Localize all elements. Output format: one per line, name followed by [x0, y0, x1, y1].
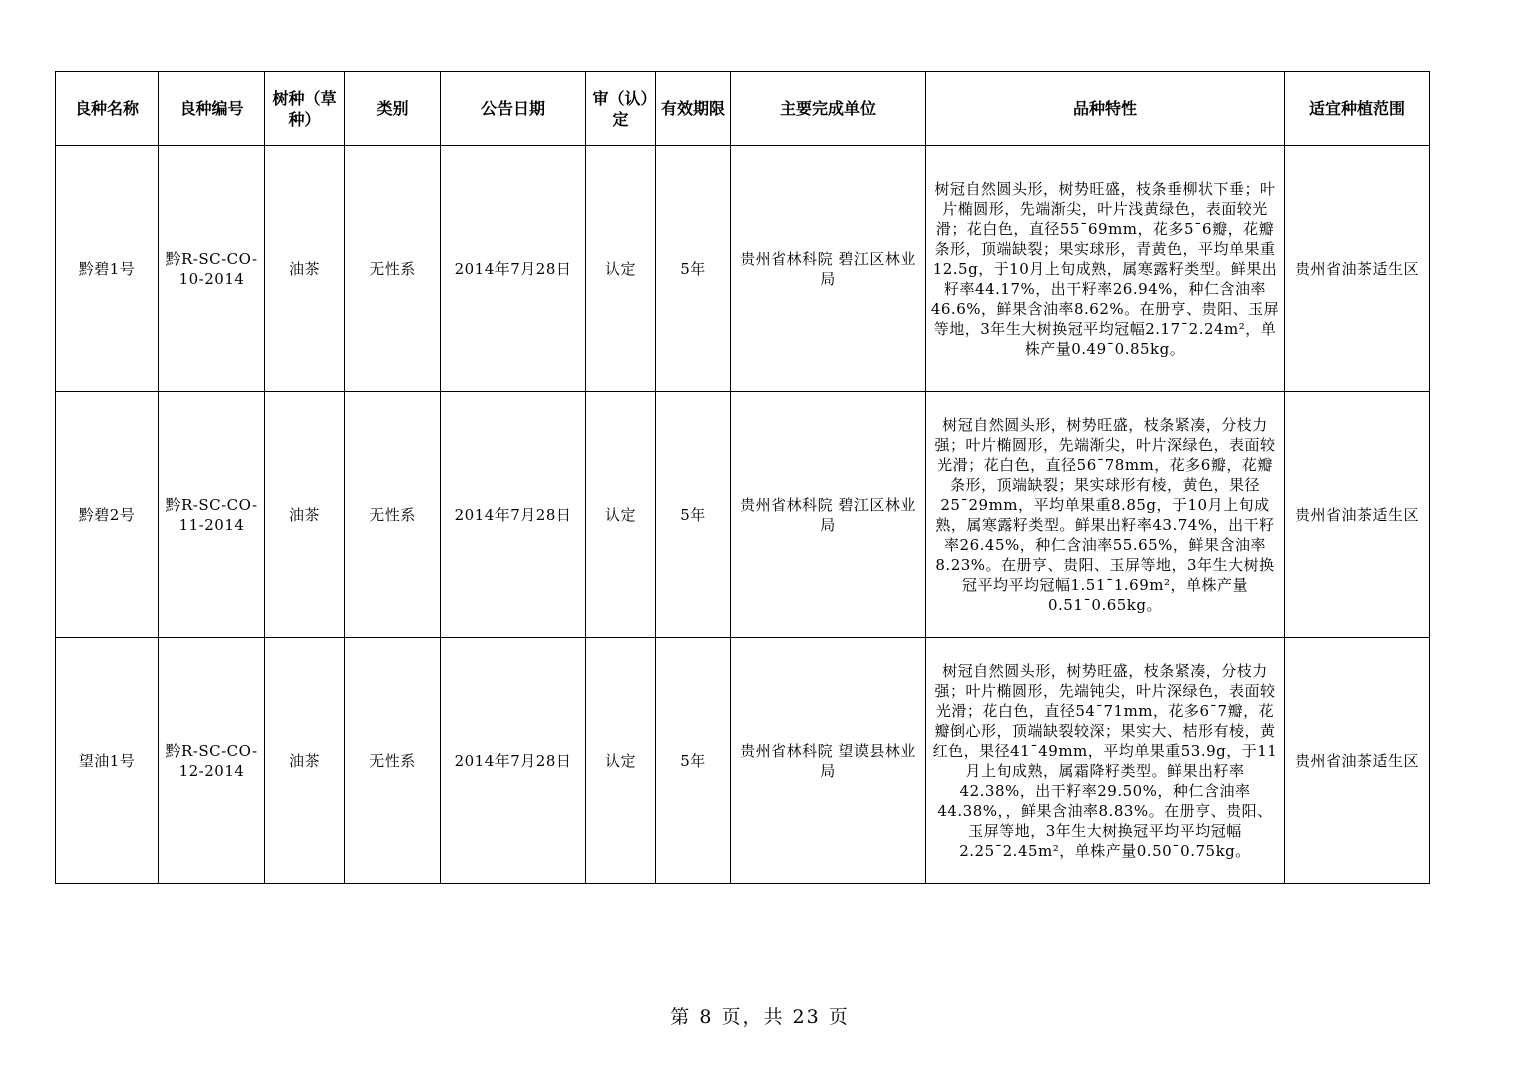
cell-validity: 5年 [656, 146, 731, 392]
cell-traits: 树冠自然圆头形，树势旺盛，枝条紧凑，分枝力强；叶片椭圆形，先端渐尖，叶片深绿色，表面较光滑；花白色，直径56¯78mm，花多6瓣，花瓣条形，顶端缺裂；果实球形有棱，黄色，果径25¯29mm，平均单果重8.85g，于10月上旬成熟，属寒露籽类型。鲜果出籽率43.74%，出干籽率26.45%，种仁含油率55.65%，鲜果含油率8.23%。在册亨、贵阳、玉屏等地，3年生大树换冠平均平均冠幅1.51¯1.69m²，单株产量0.51¯0.65kg。 [926, 392, 1285, 638]
cell-planting-range: 贵州省油茶适生区 [1285, 392, 1430, 638]
header-variety-name: 良种名称 [56, 72, 159, 146]
cell-tree-species: 油茶 [265, 638, 345, 884]
cell-main-unit: 贵州省林科院 望谟县林业局 [731, 638, 926, 884]
cell-variety-code: 黔R-SC-CO-10-2014 [159, 146, 265, 392]
cell-variety-name: 黔碧1号 [56, 146, 159, 392]
cell-main-unit: 贵州省林科院 碧江区林业局 [731, 146, 926, 392]
header-main-unit: 主要完成单位 [731, 72, 926, 146]
cell-category: 无性系 [345, 392, 441, 638]
cell-approval: 认定 [586, 392, 656, 638]
cell-announce-date: 2014年7月28日 [441, 146, 586, 392]
header-planting-range: 适宜种植范围 [1285, 72, 1430, 146]
header-traits: 品种特性 [926, 72, 1285, 146]
cell-variety-code: 黔R-SC-CO-11-2014 [159, 392, 265, 638]
header-announce-date: 公告日期 [441, 72, 586, 146]
cell-traits: 树冠自然圆头形，树势旺盛，枝条紧凑，分枝力强；叶片椭圆形，先端钝尖，叶片深绿色，表面较光滑；花白色，直径54¯71mm，花多6¯7瓣，花瓣倒心形，顶端缺裂较深；果实大、桔形有棱，黄红色，果径41¯49mm，平均单果重53.9g，于11月上旬成熟，属霜降籽类型。鲜果出籽率42.38%，出干籽率29.50%，种仁含油率44.38%，，鲜果含油率8.83%。在册亨、贵阳、玉屏等地，3年生大树换冠平均平均冠幅2.25¯2.45m²，单株产量0.50¯0.75kg。 [926, 638, 1285, 884]
page-number-footer: 第 8 页，共 23 页 [670, 1006, 850, 1028]
header-approval: 审（认）定 [586, 72, 656, 146]
table-row [56, 146, 1430, 392]
cell-main-unit: 贵州省林科院 碧江区林业局 [731, 392, 926, 638]
cell-category: 无性系 [345, 638, 441, 884]
cell-announce-date: 2014年7月28日 [441, 638, 586, 884]
cell-approval: 认定 [586, 146, 656, 392]
cell-validity: 5年 [656, 392, 731, 638]
cell-variety-code: 黔R-SC-CO-12-2014 [159, 638, 265, 884]
cell-traits: 树冠自然圆头形，树势旺盛，枝条垂柳状下垂；叶片椭圆形，先端渐尖，叶片浅黄绿色，表面较光滑；花白色，直径55¯69mm，花多5¯6瓣，花瓣条形，顶端缺裂；果实球形，青黄色，平均单果重12.5g，于10月上旬成熟，属寒露籽类型。鲜果出籽率44.17%，出干籽率26.94%，种仁含油率46.6%，鲜果含油率8.62%。在册亨、贵阳、玉屏等地，3年生大树换冠平均冠幅2.17¯2.24m²，单株产量0.49¯0.85kg。 [926, 146, 1285, 392]
table-row [56, 392, 1430, 638]
cell-variety-name: 望油1号 [56, 638, 159, 884]
cell-validity: 5年 [656, 638, 731, 884]
header-validity: 有效期限 [656, 72, 731, 146]
cell-tree-species: 油茶 [265, 146, 345, 392]
cell-variety-name: 黔碧2号 [56, 392, 159, 638]
header-row [56, 72, 1430, 146]
table-row [56, 638, 1430, 884]
cell-announce-date: 2014年7月28日 [441, 392, 586, 638]
cell-category: 无性系 [345, 146, 441, 392]
seed-variety-table [55, 71, 1430, 884]
header-tree-species: 树种（草种） [265, 72, 345, 146]
header-category: 类别 [345, 72, 441, 146]
cell-tree-species: 油茶 [265, 392, 345, 638]
cell-approval: 认定 [586, 638, 656, 884]
cell-planting-range: 贵州省油茶适生区 [1285, 146, 1430, 392]
cell-planting-range: 贵州省油茶适生区 [1285, 638, 1430, 884]
header-variety-code: 良种编号 [159, 72, 265, 146]
